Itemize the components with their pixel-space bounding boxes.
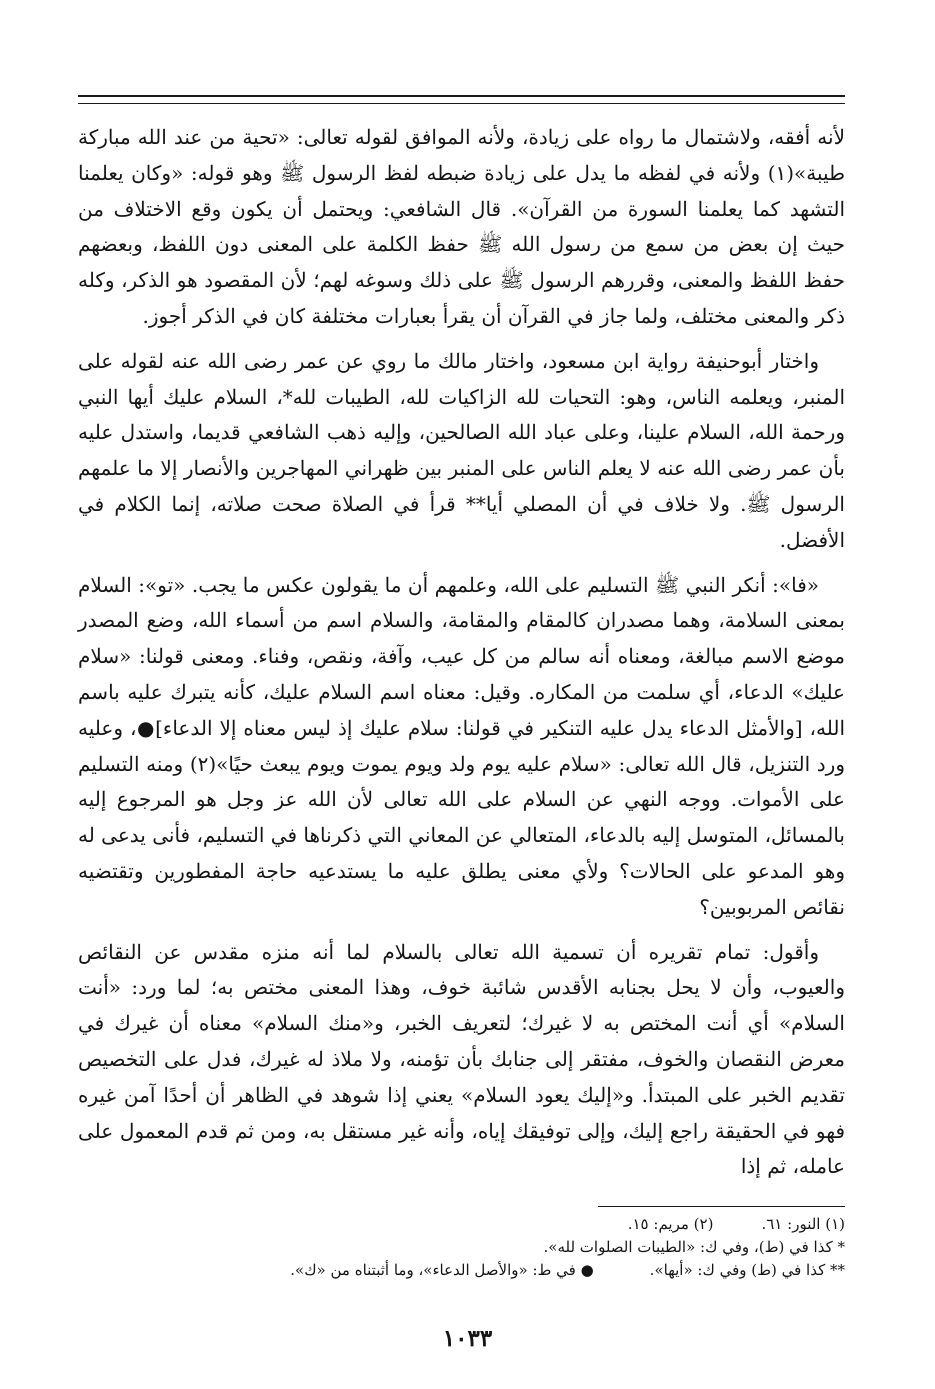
footnote-rule	[598, 1206, 845, 1207]
paragraph-2-text: واختار أبوحنيفة رواية ابن مسعود، واختار مالك ما روي عن عمر رضى الله عنه لقوله على المنبر، ويعلمه الناس، وهو: التحيات لله الزاكيات لله، الطيبات لله*، السلام عليك أيها النبي ورحمة الله، السلام علينا، وعلى عباد الله الصالحين، وإليه ذهب الشافعي قديما، واستدل عليه بأن عمر رضى الله عنه لا يعلم الناس على المنبر بين ظهراني المهاجرين والأنصار إلا ما علمهم الرسول ﷺ. ولا خلاف في أن المصلي أيا** قرأ في الصلاة صحت صلاته، إنما الكلام في الأفضل.	[78, 348, 845, 552]
header-rule-thick	[78, 95, 845, 97]
footnote-1: (١) النور: ٦١.	[761, 1215, 845, 1233]
page-number: ١٠٣٣	[442, 1325, 493, 1352]
footnote-line-1	[140, 1213, 845, 1236]
header-rule-thin	[78, 103, 845, 104]
footnote-line-3	[140, 1259, 845, 1282]
paragraph-4-text: وأقول: تمام تقريره أن تسمية الله تعالى بالسلام لما أنه منزه مقدس عن النقائص والعيوب، وأن لا يحل بجنابه الأقدس شائبة خوف، وهذا المعنى مختص به؛ لما ورد: «أنت السلام» أي أنت المختص به لا غيرك؛ لتعريف الخبر، و«منك السلام» معناه أن غيرك في معرض النقصان والخوف، مفتقر إلى جنابك بأن تؤمنه، ولا ملاذ له غيرك، فدل على التخصيص تقديم الخبر على المبتدأ. و«إليك يعود السلام» يعني إذا شوهد في الظاهر أن أحدًا آمن غيره فهو في الحقيقة راجع إليك، وإلى توفيقك إياه، وأنه غير مستقل به، ومن ثم قدم المعمول على عامله، ثم إذا	[78, 939, 845, 1179]
footnote-2: (٢) مريم: ١٥.	[627, 1215, 714, 1233]
paragraph-2	[78, 344, 845, 559]
paragraph-4	[78, 935, 845, 1186]
footnote-star-2: ** كذا في (ط) وفي ك: «أيها».	[649, 1261, 845, 1279]
footnote-line-2	[140, 1236, 845, 1259]
main-text	[78, 120, 845, 1194]
paragraph-1: لأنه أفقه، ولاشتمال ما رواه على زيادة، ولأنه الموافق لقوله تعالى: «تحية من عند الله مباركة طيبة»(١) ولأنه في لفظه ما يدل على زيادة ضبطه لفظ الرسول ﷺ وهو قوله: «وكان يعلمنا التشهد كما يعلمنا السورة من القرآن». قال الشافعي: ويحتمل أن يكون وقع الاختلاف من حيث إن بعض من سمع من رسول الله ﷺ حفظ الكلمة على المعنى دون اللفظ، وبعضهم حفظ اللفظ والمعنى، وقررهم الرسول ﷺ على ذلك وسوغه لهم؛ لأن المقصود هو الذكر، وكله ذكر والمعنى مختلف، ولما جاز في القرآن أن يقرأ بعبارات مختلفة كان في الذكر أجوز.	[78, 125, 845, 328]
footnote-bullet: ● في ط: «والأصل الدعاء»، وما أثبتناه من «ك».	[290, 1261, 594, 1279]
paragraph-3	[78, 568, 845, 926]
footnotes	[140, 1213, 845, 1282]
footnote-star-1: * كذا في (ط)، وفي ك: «الطيبات الصلوات لله».	[543, 1238, 845, 1256]
paragraph-3-text: «فا»: أنكر النبي ﷺ التسليم على الله، وعلمهم أن ما يقولون عكس ما يجب. «تو»: السلام بمعنى السلامة، وهما مصدران كالمقام والمقامة، والسلام اسم من أسماء الله، وضع المصدر موضع الاسم مبالغة، ومعناه أنه سالم من كل عيب، وآفة، ونقص، وفناء. ومعنى قولنا: «سلام عليك» الدعاء، أي سلمت من المكاره. وقيل: معناه اسم السلام عليك، كأنه يتبرك عليه باسم الله، [والأمثل الدعاء يدل عليه التنكير في قولنا: سلام عليك إذ ليس معناه إلا الدعاء]●، وعليه ورد التنزيل، قال الله تعالى: «سلام عليه يوم ولد ويوم يموت ويوم يبعث حيًا»(٢) ومنه التسليم على الأموات. ووجه النهي عن السلام على الله تعالى لأن الله عز وجل هو المرجوع إليه بالمسائل، المتوسل إليه بالدعاء، المتعالي عن المعاني التي ذكرناها في التسليم، فأنى يدعى له وهو المدعو على الحالات؟ ولأي معنى يطلق عليه ما يستدعيه حاجة المفطورين وتقتضيه نقائص المربوبين؟	[78, 572, 846, 919]
